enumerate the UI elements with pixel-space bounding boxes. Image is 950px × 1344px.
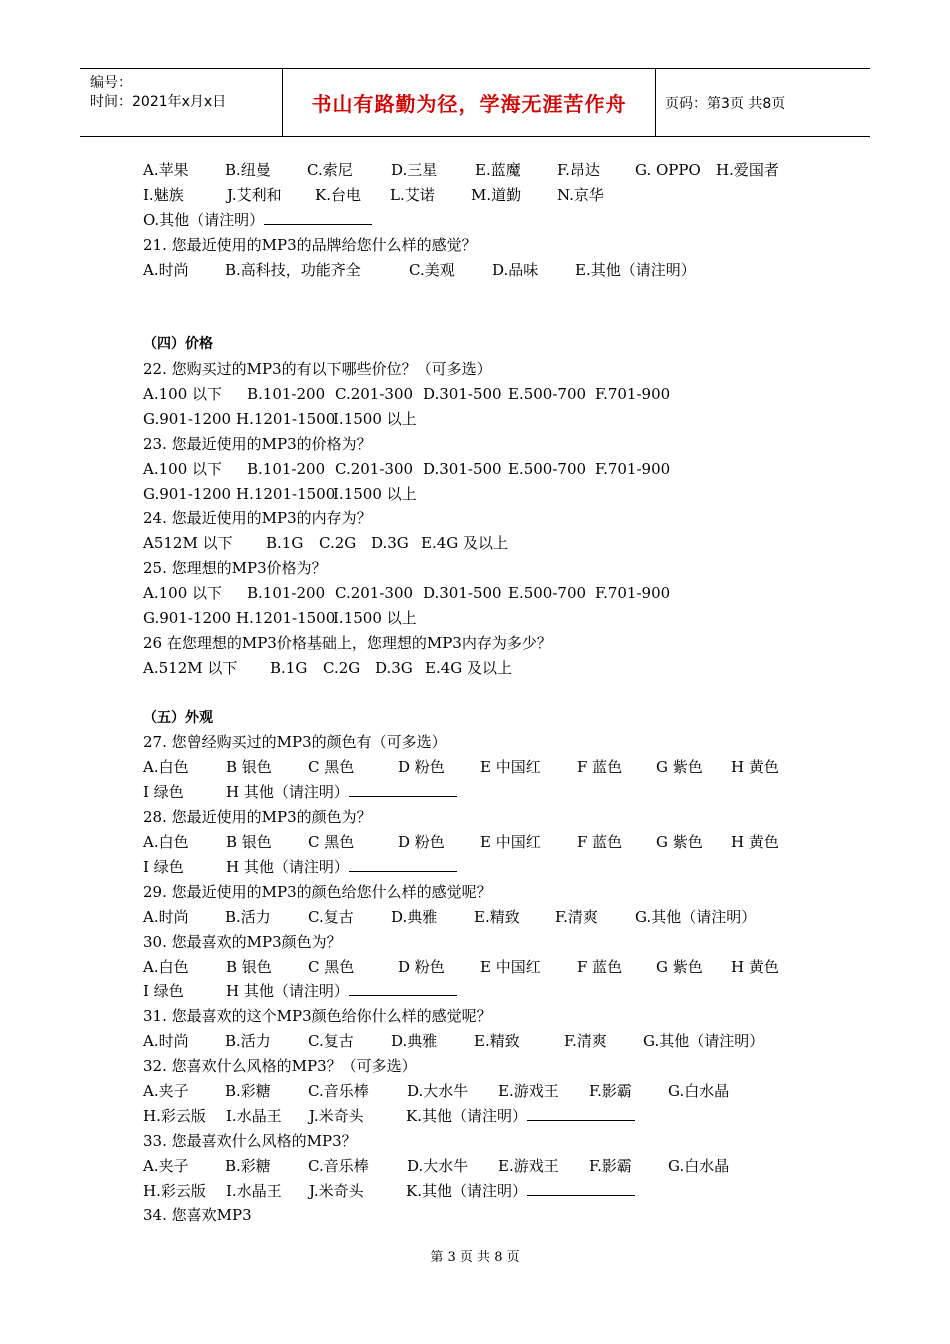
answer-option (226, 855, 457, 880)
option-line (143, 1154, 823, 1179)
answer-option: I 绿色 (143, 982, 184, 1001)
answer-option: A.夹子 (143, 1081, 189, 1100)
answer-option: D.典雅 (391, 907, 438, 926)
document-number-label: 编号： (90, 75, 132, 91)
answer-option: E.游戏王 (498, 1081, 559, 1100)
question-line: 27. 您曾经购买过的MP3的颜色有（可多选） (143, 733, 447, 752)
answer-option: F 蓝色 (577, 758, 623, 777)
answer-option: E.其他（请注明） (575, 260, 696, 279)
answer-option: G 紫色 (656, 957, 703, 976)
answer-option: G. OPPO (635, 161, 701, 179)
answer-option: I 绿色 (143, 783, 184, 802)
answer-option: B.101-200 (247, 584, 326, 603)
answer-option: D 粉色 (398, 833, 445, 852)
answer-option: C 黑色 (308, 833, 355, 852)
answer-option: G 紫色 (656, 833, 703, 852)
question-line: 34. 您喜欢MP3 (143, 1206, 252, 1225)
answer-option: A.白色 (143, 758, 189, 777)
option-line (143, 1104, 823, 1129)
option-line (143, 382, 823, 407)
answer-option: B.101-200 (247, 385, 326, 404)
answer-option: A.夹子 (143, 1156, 189, 1175)
answer-option: J.米奇头 (309, 1106, 364, 1125)
answer-option: B.彩糖 (225, 1081, 271, 1100)
answer-option: A.白色 (143, 957, 189, 976)
answer-option: A.100 以下 (143, 459, 222, 478)
answer-option: E.精致 (474, 907, 520, 926)
option-line (143, 407, 823, 432)
answer-option: B.纽曼 (225, 161, 271, 179)
answer-option: H.1201-1500 (236, 484, 336, 503)
option-line (143, 955, 823, 980)
question-line (143, 307, 823, 332)
option-line (143, 905, 823, 930)
question-line: 25. 您理想的MP3价格为？ (143, 559, 327, 578)
answer-option: C.复古 (308, 907, 354, 926)
answer-option-label: K.其他（请注明） (406, 1106, 527, 1125)
answer-option: A512M 以下 (143, 534, 233, 553)
section-heading: （五）外观 (143, 709, 213, 726)
answer-option: D.301-500 (423, 385, 502, 404)
answer-option: E 中国红 (480, 957, 541, 976)
section-heading: （四）价格 (143, 336, 213, 353)
answer-option: D.3G (375, 658, 413, 677)
document-date-label: 时间：2021年x月x日 (90, 94, 227, 110)
option-line (143, 158, 823, 183)
option-line (143, 656, 823, 681)
answer-option: I 绿色 (143, 857, 184, 876)
answer-option: B 银色 (226, 758, 272, 777)
answer-option: H.1201-1500 (236, 609, 336, 628)
question-line: 21. 您最近使用的MP3的品牌给您什么样的感觉？ (143, 235, 477, 254)
answer-option: B.彩糖 (225, 1156, 271, 1175)
answer-option: J.米奇头 (309, 1181, 364, 1200)
answer-option: C.音乐棒 (308, 1156, 369, 1175)
answer-option: A.512M 以下 (143, 658, 238, 677)
answer-option: H.爱国者 (716, 161, 779, 179)
answer-option: G 紫色 (656, 758, 703, 777)
answer-option: A.时尚 (143, 260, 189, 279)
answer-option: A.100 以下 (143, 385, 222, 404)
answer-option: L.艾诺 (390, 185, 435, 204)
answer-option: C.2G (323, 658, 361, 677)
answer-option: E.500-700 (508, 385, 587, 404)
answer-option: D 粉色 (398, 957, 445, 976)
answer-option: F.影霸 (589, 1081, 632, 1100)
option-line (143, 1029, 823, 1054)
fill-in-blank[interactable] (264, 208, 372, 225)
fill-in-blank[interactable] (349, 780, 457, 797)
answer-option-label: H 其他（请注明） (226, 982, 349, 1001)
header-left-cell (80, 69, 282, 136)
option-line (143, 581, 823, 606)
answer-option: A.苹果 (143, 161, 189, 179)
answer-option: D 粉色 (398, 758, 445, 777)
answer-option: I.1500 以上 (333, 609, 417, 628)
page-footer: 第 3 页 共 8 页 (430, 1250, 520, 1265)
answer-option: C.美观 (409, 260, 455, 279)
option-line (143, 482, 823, 507)
answer-option: E.500-700 (508, 584, 587, 603)
header-motto-cell (282, 69, 656, 136)
answer-option: D.品味 (492, 260, 539, 279)
page-header (80, 68, 870, 137)
option-line (143, 830, 823, 855)
question-line: 30. 您最喜欢的MP3颜色为？ (143, 932, 342, 951)
answer-option: F 蓝色 (577, 957, 623, 976)
answer-option: C.201-300 (335, 459, 414, 478)
question-line: 33. 您最喜欢什么风格的MP3？ (143, 1131, 357, 1150)
answer-option: B.1G (270, 658, 308, 677)
answer-option: H.彩云版 (143, 1181, 206, 1200)
answer-option: A.白色 (143, 833, 189, 852)
option-line (143, 457, 823, 482)
answer-option: J.艾利和 (227, 185, 282, 204)
option-line (143, 1079, 823, 1104)
answer-option: M.道勤 (471, 185, 522, 204)
answer-option: F 蓝色 (577, 833, 623, 852)
option-line (143, 606, 823, 631)
answer-option: G.901-1200 (143, 484, 232, 503)
answer-option: D.典雅 (391, 1032, 438, 1051)
option-line (143, 1179, 823, 1204)
answer-option: B.1G (266, 534, 304, 553)
answer-option: E 中国红 (480, 758, 541, 777)
answer-option: G.901-1200 (143, 609, 232, 628)
answer-option (406, 1104, 635, 1129)
answer-option: I.魅族 (143, 185, 184, 204)
question-line: 26 在您理想的MP3价格基础上，您理想的MP3内存为多少？ (143, 633, 552, 652)
answer-option: D.301-500 (423, 459, 502, 478)
answer-option: F.701-900 (595, 385, 671, 404)
answer-option: H.彩云版 (143, 1106, 206, 1125)
answer-option: E.游戏王 (498, 1156, 559, 1175)
answer-option: E.4G 及以上 (425, 658, 513, 677)
answer-option: F.昂达 (557, 161, 600, 179)
answer-option-label: H 其他（请注明） (226, 783, 349, 802)
option-line (143, 855, 823, 880)
header-motto: 书山有路勤为径，学海无涯苦作舟 (311, 92, 627, 116)
answer-option: H.1201-1500 (236, 409, 336, 428)
answer-option: I.1500 以上 (333, 484, 417, 503)
option-line (143, 183, 823, 208)
answer-option: E 中国红 (480, 833, 541, 852)
answer-option: I.1500 以上 (333, 409, 417, 428)
answer-option: D.301-500 (423, 584, 502, 603)
answer-option: B.101-200 (247, 459, 326, 478)
answer-option: F.影霸 (589, 1156, 632, 1175)
answer-option: H 黄色 (731, 758, 779, 777)
question-line: 23. 您最近使用的MP3的价格为？ (143, 434, 372, 453)
question-line: 22. 您购买过的MP3的有以下哪些价位？（可多选） (143, 360, 492, 379)
answer-option: B 银色 (226, 957, 272, 976)
answer-option: C.复古 (308, 1032, 354, 1051)
answer-option (226, 979, 457, 1004)
answer-option: B.活力 (225, 907, 271, 926)
answer-option: B.活力 (225, 1032, 271, 1051)
answer-option: E.精致 (474, 1032, 520, 1051)
answer-option: I.水晶王 (226, 1106, 282, 1125)
answer-option: N.京华 (557, 185, 604, 204)
question-line: 28. 您最近使用的MP3的颜色为？ (143, 808, 372, 827)
answer-option (406, 1179, 635, 1204)
answer-option-label: K.其他（请注明） (406, 1181, 527, 1200)
option-line (143, 258, 823, 283)
answer-option-label: H 其他（请注明） (226, 857, 349, 876)
fill-in-blank[interactable] (527, 1104, 635, 1121)
option-line (143, 208, 823, 233)
answer-option: F.清爽 (564, 1032, 607, 1051)
answer-option: G.901-1200 (143, 409, 232, 428)
answer-option (226, 780, 457, 805)
answer-option: F.701-900 (595, 584, 671, 603)
answer-option: E.4G 及以上 (421, 534, 509, 553)
answer-option: A.时尚 (143, 907, 189, 926)
answer-option: D.三星 (391, 161, 438, 179)
answer-option: G.白水晶 (668, 1081, 730, 1100)
answer-option: D.3G (371, 534, 409, 553)
fill-in-blank[interactable] (527, 1179, 635, 1196)
answer-option: G.白水晶 (668, 1156, 730, 1175)
answer-option: B.高科技，功能齐全 (225, 260, 361, 279)
header-page-info-cell (655, 69, 880, 136)
option-line (143, 531, 823, 556)
answer-option: A.时尚 (143, 1032, 189, 1051)
answer-option-label: O.其他（请注明） (143, 210, 265, 229)
answer-option (143, 208, 372, 233)
answer-option: C.音乐棒 (308, 1081, 369, 1100)
answer-option: I.水晶王 (226, 1181, 282, 1200)
answer-option: A.100 以下 (143, 584, 222, 603)
fill-in-blank[interactable] (349, 979, 457, 996)
option-line (143, 780, 823, 805)
answer-option: C.2G (319, 534, 357, 553)
answer-option: G.其他（请注明） (643, 1032, 765, 1051)
question-line (143, 282, 823, 307)
questionnaire-body (143, 158, 823, 1228)
answer-option: C.索尼 (307, 161, 353, 179)
answer-option: D.大水牛 (407, 1081, 469, 1100)
answer-option: H 黄色 (731, 833, 779, 852)
fill-in-blank[interactable] (349, 855, 457, 872)
answer-option: B 银色 (226, 833, 272, 852)
answer-option: C.201-300 (335, 385, 414, 404)
question-line: 29. 您最近使用的MP3的颜色给您什么样的感觉呢？ (143, 882, 492, 901)
answer-option: F.701-900 (595, 459, 671, 478)
answer-option: E.500-700 (508, 459, 587, 478)
answer-option: G.其他（请注明） (635, 907, 757, 926)
option-line (143, 755, 823, 780)
question-line (143, 681, 823, 706)
answer-option: F.清爽 (555, 907, 598, 926)
question-line: 32. 您喜欢什么风格的MP3？（可多选） (143, 1057, 417, 1076)
answer-option: C.201-300 (335, 584, 414, 603)
option-line (143, 979, 823, 1004)
answer-option: D.大水牛 (407, 1156, 469, 1175)
answer-option: C 黑色 (308, 957, 355, 976)
answer-option: E.蓝魔 (475, 161, 521, 179)
answer-option: K.台电 (315, 185, 361, 204)
question-line: 24. 您最近使用的MP3的内存为？ (143, 509, 372, 528)
answer-option: C 黑色 (308, 758, 355, 777)
header-page-info: 页码：第3页 共8页 (665, 95, 786, 112)
question-line: 31. 您最喜欢的这个MP3颜色给你什么样的感觉呢？ (143, 1007, 492, 1026)
answer-option: H 黄色 (731, 957, 779, 976)
